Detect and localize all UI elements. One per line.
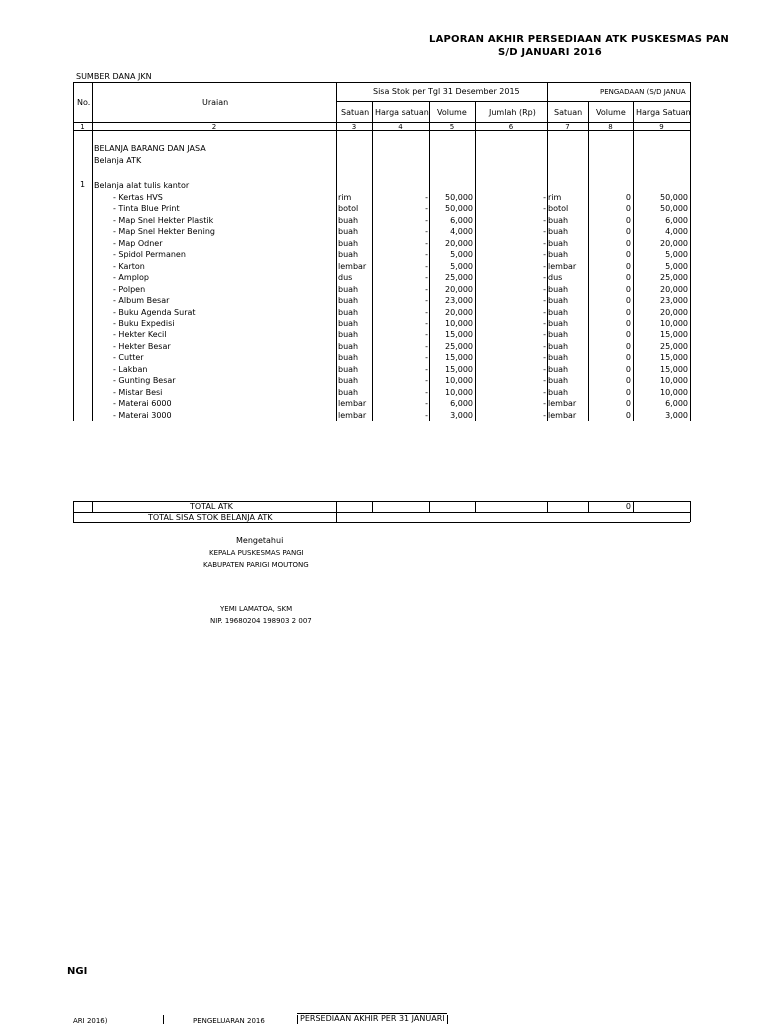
- cell-empty-dash: -: [543, 399, 546, 409]
- cell-vol2: 0: [625, 215, 631, 225]
- cell-vol2: 0: [625, 284, 631, 294]
- cell-price2: 10,000: [660, 318, 688, 328]
- cell-name: - Materai 6000: [113, 399, 172, 409]
- signature-mengetahui: Mengetahui: [236, 536, 284, 545]
- cell-unit: buah: [338, 307, 359, 317]
- cell-empty-dash: -: [425, 387, 428, 397]
- cell-price2: 5,000: [665, 261, 688, 271]
- page2-bottom-c: PERSEDIAAN AKHIR PER 31 JANUARI: [300, 1014, 445, 1023]
- cell-price2: 15,000: [660, 353, 688, 363]
- cell-unit2: dus: [548, 273, 563, 283]
- cell-unit2: lembar: [548, 410, 577, 420]
- cell-unit: lembar: [338, 261, 367, 271]
- cell-unit2: rim: [548, 193, 562, 202]
- cell-unit2: buah: [548, 284, 569, 294]
- cell-unit2: buah: [548, 250, 569, 260]
- cell-price: 5,000: [450, 261, 473, 271]
- header-group-sisa-stok: Sisa Stok per Tgl 31 Desember 2015: [373, 87, 520, 96]
- signature-name: YEMI LAMATOA, SKM: [220, 605, 293, 613]
- col-number: 2: [211, 123, 217, 131]
- cell-unit2: buah: [548, 330, 569, 340]
- cell-empty-dash: -: [543, 261, 546, 271]
- cell-empty-dash: -: [543, 215, 546, 225]
- cell-name: - Karton: [113, 261, 145, 271]
- cell-unit: buah: [338, 353, 359, 363]
- cell-empty-dash: -: [543, 227, 546, 237]
- section-belanja-atk: Belanja ATK: [94, 156, 142, 165]
- cell-empty-dash: -: [425, 261, 428, 271]
- col-number: 6: [508, 123, 514, 131]
- signature-district: KABUPATEN PARIGI MOUTONG: [203, 561, 309, 569]
- cell-empty-dash: -: [543, 204, 546, 214]
- cell-unit: buah: [338, 364, 359, 374]
- cell-unit: buah: [338, 284, 359, 294]
- report-title: LAPORAN AKHIR PERSEDIAAN ATK PUSKESMAS PAN: [429, 34, 729, 45]
- cell-price2: 20,000: [660, 284, 688, 294]
- cell-name: - Buku Expedisi: [113, 318, 175, 328]
- cell-vol2: 0: [625, 238, 631, 248]
- cell-empty-dash: -: [543, 284, 546, 294]
- page2-left-text: NGI: [67, 966, 88, 977]
- cell-name: - Album Besar: [113, 296, 170, 306]
- cell-empty-dash: -: [543, 238, 546, 248]
- cell-price: 15,000: [445, 364, 473, 374]
- cell-price: 23,000: [445, 296, 473, 306]
- cell-empty-dash: -: [425, 215, 428, 225]
- cell-name: - Cutter: [113, 353, 144, 363]
- cell-price: 6,000: [450, 399, 473, 409]
- header-harga-satuan-2: Harga Satuan: [636, 108, 691, 117]
- cell-unit2: buah: [548, 353, 569, 363]
- cell-price2: 23,000: [660, 296, 688, 306]
- cell-empty-dash: -: [543, 250, 546, 260]
- cell-name: - Spidol Permanen: [113, 250, 186, 260]
- cell-vol2: 0: [625, 250, 631, 260]
- cell-vol2: 0: [625, 376, 631, 386]
- cell-empty-dash: -: [425, 250, 428, 260]
- cell-price: 10,000: [445, 387, 473, 397]
- cell-vol2: 0: [625, 318, 631, 328]
- cell-name: - Mistar Besi: [113, 387, 163, 397]
- cell-empty-dash: -: [425, 273, 428, 283]
- cell-name: - Buku Agenda Surat: [113, 307, 196, 317]
- cell-empty-dash: -: [425, 318, 428, 328]
- header-volume-2: Volume: [596, 108, 626, 117]
- cell-unit: lembar: [338, 399, 367, 409]
- item-group-label: Belanja alat tulis kantor: [94, 181, 190, 190]
- cell-vol2: 0: [625, 273, 631, 283]
- cell-vol2: 0: [625, 330, 631, 340]
- cell-vol2: 0: [625, 341, 631, 351]
- cell-empty-dash: -: [425, 376, 428, 386]
- cell-price2: 10,000: [660, 387, 688, 397]
- cell-price: 50,000: [445, 204, 473, 214]
- header-uraian: Uraian: [202, 98, 229, 107]
- cell-price: 20,000: [445, 238, 473, 248]
- col-number: 1: [80, 123, 85, 131]
- cell-price2: 6,000: [665, 399, 688, 409]
- cell-price2: 15,000: [660, 330, 688, 340]
- cell-unit: buah: [338, 330, 359, 340]
- cell-vol2: 0: [625, 399, 631, 409]
- cell-empty-dash: -: [425, 227, 428, 237]
- cell-unit2: buah: [548, 341, 569, 351]
- cell-name: - Map Snel Hekter Plastik: [113, 215, 214, 225]
- cell-price2: 6,000: [665, 215, 688, 225]
- cell-price: 4,000: [450, 227, 473, 237]
- cell-name: - Polpen: [113, 284, 146, 294]
- signature-nip: NIP. 19680204 198903 2 007: [210, 617, 312, 625]
- signature-position: KEPALA PUSKESMAS PANGI: [209, 549, 304, 557]
- cell-unit2: buah: [548, 318, 569, 328]
- cell-unit2: buah: [548, 364, 569, 374]
- cell-price2: 20,000: [660, 238, 688, 248]
- cell-unit: rim: [338, 193, 352, 202]
- cell-name: - Tinta Blue Print: [113, 204, 180, 214]
- cell-empty-dash: -: [543, 307, 546, 317]
- cell-price2: 25,000: [660, 341, 688, 351]
- cell-unit2: botol: [548, 204, 569, 214]
- col-number: 8: [608, 123, 613, 131]
- cell-price2: 50,000: [660, 193, 688, 202]
- report-subtitle: S/D JANUARI 2016: [498, 47, 602, 58]
- cell-unit: buah: [338, 250, 359, 260]
- cell-price: 15,000: [445, 353, 473, 363]
- cell-price2: 50,000: [660, 204, 688, 214]
- cell-unit2: buah: [548, 296, 569, 306]
- cell-unit: buah: [338, 387, 359, 397]
- cell-unit2: lembar: [548, 261, 577, 271]
- cell-name: - Map Snel Hekter Bening: [113, 227, 216, 237]
- cell-empty-dash: -: [425, 296, 428, 306]
- cell-unit: buah: [338, 376, 359, 386]
- cell-unit2: buah: [548, 307, 569, 317]
- cell-price: 3,000: [450, 410, 473, 420]
- header-volume: Volume: [437, 108, 467, 117]
- cell-empty-dash: -: [543, 296, 546, 306]
- cell-unit: botol: [338, 204, 359, 214]
- cell-empty-dash: -: [543, 273, 546, 283]
- cell-empty-dash: -: [425, 364, 428, 374]
- cell-unit: buah: [338, 318, 359, 328]
- cell-empty-dash: -: [543, 387, 546, 397]
- cell-empty-dash: -: [425, 353, 428, 363]
- cell-unit2: buah: [548, 238, 569, 248]
- cell-price: 15,000: [445, 330, 473, 340]
- cell-unit: dus: [338, 273, 353, 283]
- cell-vol2: 0: [625, 296, 631, 306]
- cell-empty-dash: -: [543, 193, 546, 202]
- cell-empty-dash: -: [543, 353, 546, 363]
- section-belanja-barang: BELANJA BARANG DAN JASA: [94, 144, 206, 153]
- cell-vol2: 0: [625, 364, 631, 374]
- cell-price2: 3,000: [665, 410, 688, 420]
- cell-name: - Map Odner: [113, 238, 163, 248]
- cell-name: - Kertas HVS: [113, 193, 163, 202]
- col-number: 7: [565, 123, 570, 131]
- cell-empty-dash: -: [543, 376, 546, 386]
- cell-price: 10,000: [445, 318, 473, 328]
- cell-empty-dash: -: [543, 318, 546, 328]
- cell-vol2: 0: [625, 410, 631, 420]
- cell-price: 50,000: [445, 193, 473, 202]
- cell-price: 6,000: [450, 215, 473, 225]
- cell-empty-dash: -: [425, 399, 428, 409]
- header-satuan-2: Satuan: [554, 108, 583, 117]
- fund-source: SUMBER DANA JKN: [76, 72, 152, 81]
- col-number: 4: [398, 123, 403, 131]
- cell-price: 20,000: [445, 307, 473, 317]
- cell-price: 25,000: [445, 341, 473, 351]
- cell-empty-dash: -: [425, 193, 428, 202]
- cell-price2: 10,000: [660, 376, 688, 386]
- cell-price: 10,000: [445, 376, 473, 386]
- cell-name: - Gunting Besar: [113, 376, 176, 386]
- cell-empty-dash: -: [425, 307, 428, 317]
- col-number: 3: [351, 123, 357, 131]
- cell-empty-dash: -: [543, 330, 546, 340]
- cell-empty-dash: -: [425, 341, 428, 351]
- cell-vol2: 0: [625, 227, 631, 237]
- page2-bottom-a: ARI 2016): [73, 1017, 108, 1025]
- header-jumlah: Jumlah (Rp): [489, 108, 536, 117]
- cell-price: 25,000: [445, 273, 473, 283]
- cell-unit: buah: [338, 238, 359, 248]
- cell-unit2: buah: [548, 376, 569, 386]
- cell-empty-dash: -: [425, 410, 428, 420]
- cell-unit: lembar: [338, 410, 367, 420]
- cell-unit: buah: [338, 341, 359, 351]
- cell-price2: 25,000: [660, 273, 688, 283]
- total-atk-label: TOTAL ATK: [190, 502, 233, 511]
- cell-unit2: buah: [548, 387, 569, 397]
- cell-vol2: 0: [625, 261, 631, 271]
- cell-empty-dash: -: [425, 330, 428, 340]
- cell-name: - Materai 3000: [113, 410, 172, 420]
- col-number: 9: [659, 123, 664, 131]
- item-number: 1: [80, 180, 86, 189]
- cell-name: - Hekter Kecil: [113, 330, 167, 340]
- cell-unit: buah: [338, 227, 359, 237]
- total-atk-volume: 0: [625, 502, 631, 511]
- header-harga-satuan: Harga satuan: [375, 108, 429, 117]
- cell-empty-dash: -: [543, 341, 546, 351]
- cell-unit2: lembar: [548, 399, 577, 409]
- cell-vol2: 0: [625, 307, 631, 317]
- cell-vol2: 0: [625, 387, 631, 397]
- header-no: No.: [77, 98, 91, 107]
- cell-price: 20,000: [445, 284, 473, 294]
- cell-unit: buah: [338, 215, 359, 225]
- cell-price: 5,000: [450, 250, 473, 260]
- cell-price2: 15,000: [660, 364, 688, 374]
- cell-unit2: buah: [548, 215, 569, 225]
- cell-name: - Amplop: [113, 273, 149, 283]
- cell-name: - Hekter Besar: [113, 341, 171, 351]
- cell-vol2: 0: [625, 193, 631, 202]
- cell-vol2: 0: [625, 353, 631, 363]
- cell-unit2: buah: [548, 227, 569, 237]
- total-sisa-label: TOTAL SISA STOK BELANJA ATK: [148, 513, 273, 522]
- col-number: 5: [449, 123, 455, 131]
- cell-empty-dash: -: [425, 284, 428, 294]
- cell-empty-dash: -: [543, 410, 546, 420]
- header-satuan: Satuan: [341, 108, 370, 117]
- cell-name: - Lakban: [113, 364, 148, 374]
- cell-empty-dash: -: [425, 204, 428, 214]
- cell-vol2: 0: [625, 204, 631, 214]
- cell-price2: 20,000: [660, 307, 688, 317]
- cell-price2: 5,000: [665, 250, 688, 260]
- cell-empty-dash: -: [543, 364, 546, 374]
- cell-price2: 4,000: [665, 227, 688, 237]
- header-group-pengadaan: PENGADAAN (S/D JANUA: [600, 88, 686, 96]
- cell-unit: buah: [338, 296, 359, 306]
- page2-bottom-b: PENGELUARAN 2016: [193, 1017, 265, 1025]
- cell-empty-dash: -: [425, 238, 428, 248]
